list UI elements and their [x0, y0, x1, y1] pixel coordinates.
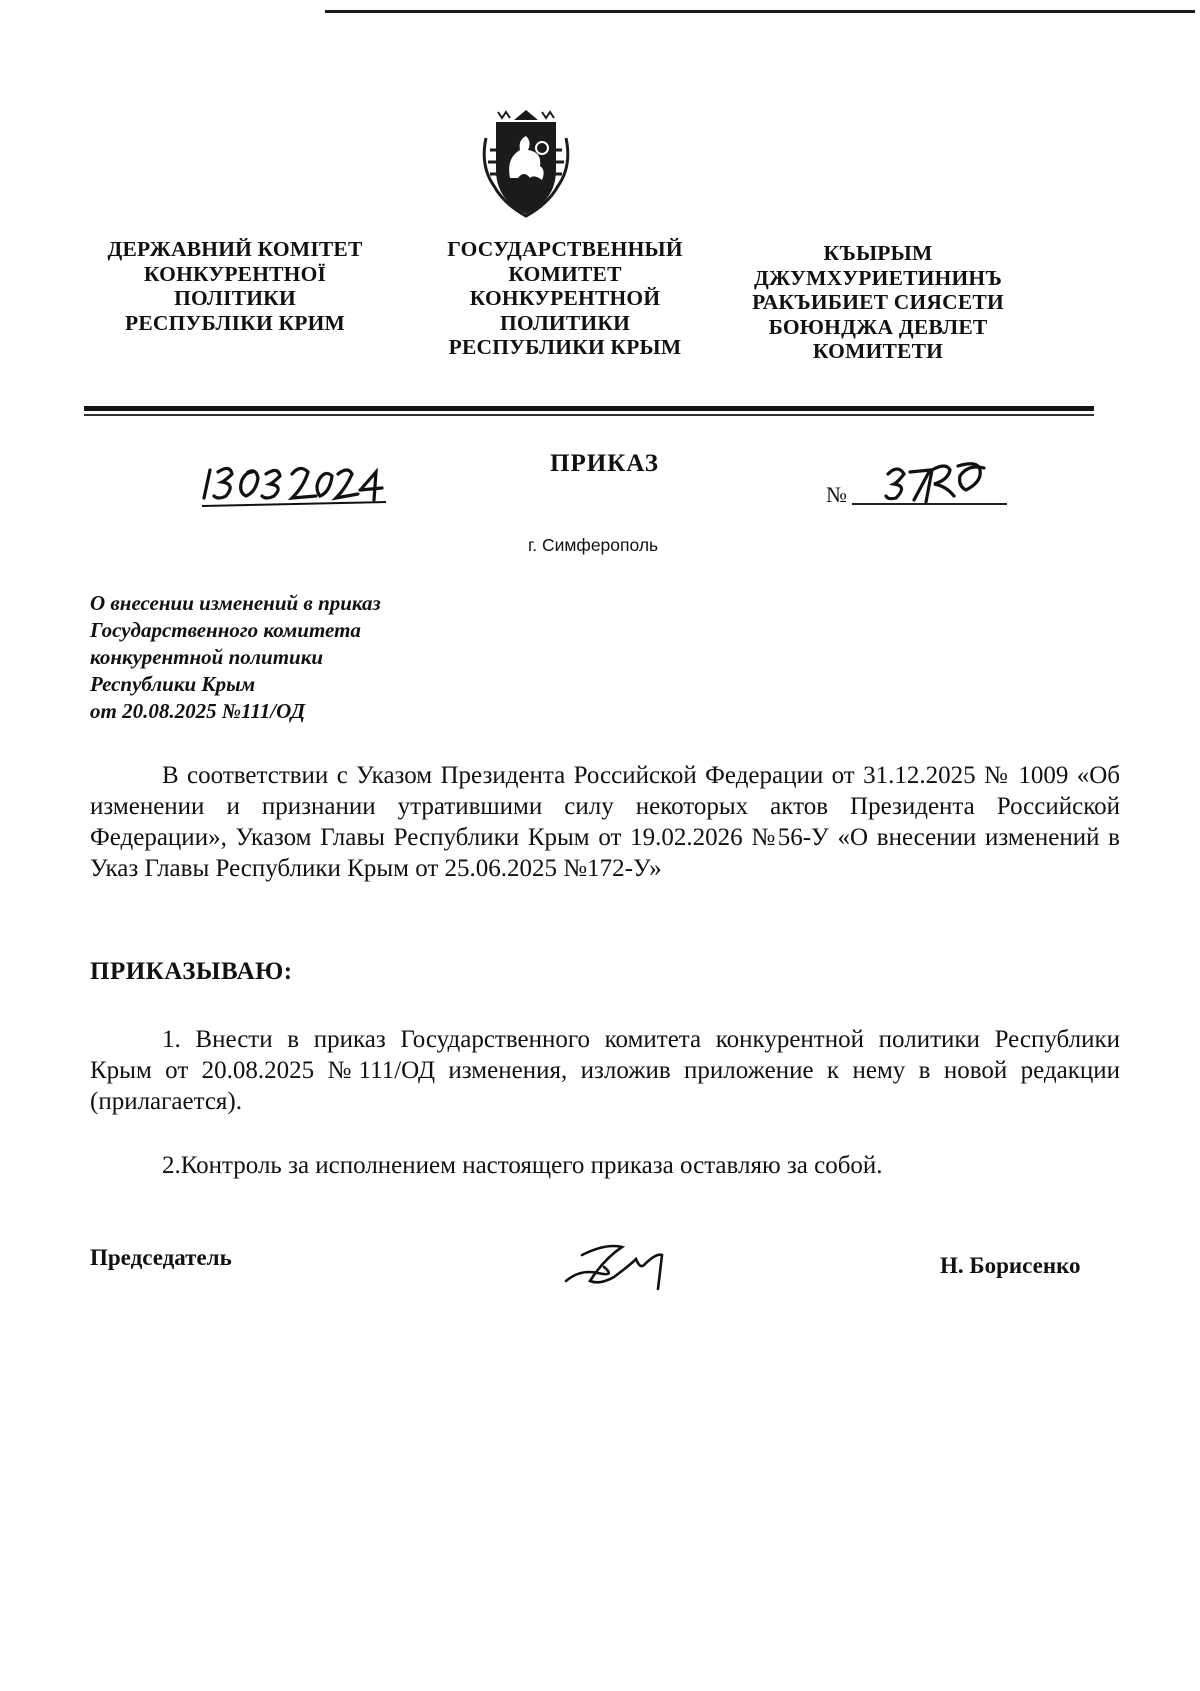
subject-line: от 20.08.2025 №111/ОД	[90, 699, 306, 723]
header-ru-line: ПОЛИТИКИ	[499, 310, 631, 335]
city-of-issue: г. Симферополь	[528, 535, 659, 555]
subject-line: Республики Крым	[90, 672, 256, 696]
order-item-1: 1. Внести в приказ Государственного комитета конкурентной политики Республики Крым от 20.08.2025 №111/ОД изменения, изложив приложение к нему в новой редакции (прилагается).	[90, 1026, 1120, 1115]
document-type-title: ПРИКАЗ	[550, 450, 659, 477]
handwritten-number	[880, 456, 1000, 508]
number-label: №	[826, 482, 847, 507]
subject-line: Государственного комитета	[90, 618, 361, 642]
subject-line: конкурентной политики	[90, 645, 324, 669]
order-subject	[90, 590, 381, 725]
header-ru-line: КОНКУРЕНТНОЙ	[469, 286, 661, 310]
signatory-name: Н. Борисенко	[940, 1253, 1081, 1278]
header-ru-line: ГОСУДАРСТВЕННЫЙ	[447, 237, 683, 261]
header-divider	[84, 406, 1094, 411]
crimea-coat-of-arms-icon	[476, 108, 576, 220]
handwritten-date	[196, 458, 406, 510]
header-crh-line: КЪЫРЫМ	[823, 241, 933, 265]
handwritten-signature	[560, 1225, 680, 1295]
header-ua-line: ПОЛІТИКИ	[174, 286, 296, 310]
order-command: ПРИКАЗЫВАЮ:	[90, 958, 293, 985]
subject-line: О внесении изменений в приказ	[90, 591, 381, 615]
header-russian	[420, 237, 710, 360]
header-ru-line: КОМИТЕТ	[508, 261, 622, 286]
header-divider-thin	[84, 414, 1094, 416]
header-crimean-tatar	[728, 241, 1028, 364]
top-scan-line	[325, 10, 1195, 13]
signatory-post: Председатель	[90, 1245, 232, 1270]
header-ua-line: РЕСПУБЛІКИ КРИМ	[125, 310, 345, 335]
header-crh-line: РАКЪИБИЕТ СИЯСЕТИ	[752, 290, 1004, 314]
header-crh-line: БОЮНДЖА ДЕВЛЕТ	[768, 314, 988, 339]
header-ukrainian	[90, 237, 380, 335]
order-item-2: 2.Контроль за исполнением настоящего приказа оставляю за собой.	[162, 1152, 883, 1179]
header-ru-line: РЕСПУБЛИКИ КРЫМ	[448, 335, 682, 359]
header-ua-line: КОНКУРЕНТНОЇ	[143, 261, 327, 286]
header-crh-line: ДЖУМХУРИЕТИНИНЪ	[753, 265, 1002, 290]
preamble-paragraph: В соответствии с Указом Президента Российской Федерации от 31.12.2025 № 1009 «Об изменении и признании утратившими силу некоторых актов Президента Российской Федерации», Указом Главы Республики Крым от 19.02.2026 №56-У «О внесении изменений в Указ Главы Республики Крым от 25.06.2025 №172-У»	[90, 762, 1120, 882]
header-crh-line: КОМИТЕТИ	[812, 339, 944, 363]
header-ua-line: ДЕРЖАВНИЙ КОМІТЕТ	[107, 237, 363, 261]
